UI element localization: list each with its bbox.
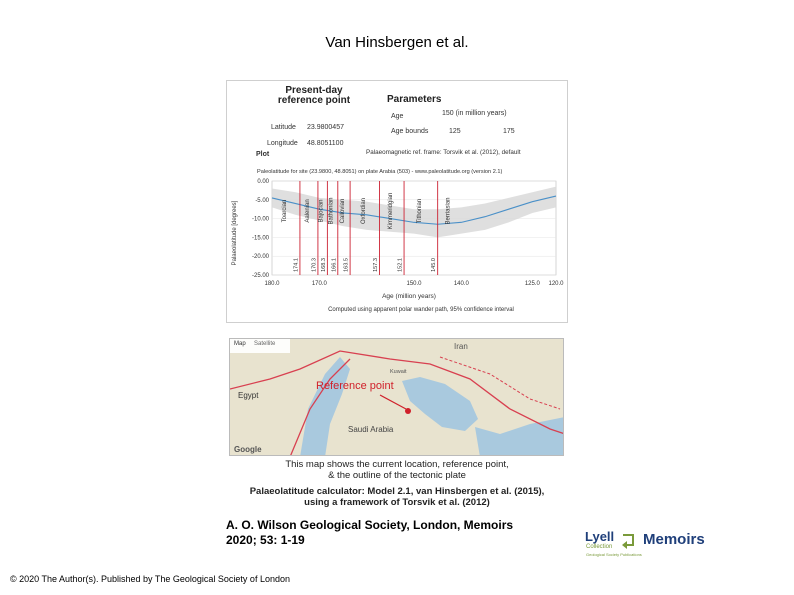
parameters-heading: Parameters (387, 94, 442, 105)
map-caption-line2: & the outline of the tectonic plate (328, 470, 466, 481)
logo-lyell: Lyell (585, 529, 615, 544)
stage-name-label: Oxfordian (360, 197, 367, 225)
map-caption (226, 459, 568, 481)
map-panel[interactable] (229, 338, 564, 456)
age-value: 150 (in million years) (442, 110, 507, 117)
longitude-label: Longitude (267, 140, 298, 147)
x-tick-label: 120.0 (548, 281, 564, 287)
y-axis-label: Palaeolatitude [degrees] (232, 200, 238, 266)
stage-boundary-label: 170.3 (311, 258, 318, 272)
x-tick-label: 125.0 (524, 281, 540, 287)
stage-boundary-label: 166.1 (331, 258, 338, 272)
logo-arrow-icon (621, 531, 641, 551)
paleolatitude-chart (226, 163, 568, 323)
stage-name-label: Tithonian (417, 198, 424, 224)
x-tick-label: 180.0 (264, 281, 280, 287)
x-tick-label: 140.0 (453, 281, 469, 287)
stage-boundary-label: 168.3 (320, 258, 327, 272)
x-axis-label: Age (million years) (382, 293, 436, 300)
latitude-value: 23.9800457 (307, 124, 344, 131)
logo-collection: Collection (586, 544, 613, 550)
map-label-iran: Iran (454, 342, 468, 351)
copyright-notice: © 2020 The Author(s). Published by The Geological Society of London (10, 574, 290, 584)
citation-line2: 2020; 53: 1-19 (226, 533, 305, 547)
stage-name-label: Berriasian (445, 197, 452, 225)
calculator-caption (226, 486, 568, 508)
y-tick-label: -20.00 (251, 254, 269, 261)
stage-boundary-label: 157.3 (372, 258, 379, 272)
stage-name-label: Callovian (339, 198, 346, 224)
stage-name-label: Bathonian (328, 197, 335, 225)
reference-point-label: Reference point (316, 380, 394, 392)
logo-memoirs: Memoirs (643, 531, 705, 548)
map-label-kuwait: Kuwait (390, 369, 407, 375)
age-label: Age (391, 113, 404, 120)
x-tick-label: 170.0 (311, 281, 327, 287)
stage-name-label: Toarcian (282, 199, 289, 223)
reference-point-heading: Present-day reference point (277, 85, 351, 106)
plot-label: Plot (256, 151, 270, 158)
stage-boundary-label: 145.0 (431, 258, 438, 272)
x-tick-label: 150.0 (406, 281, 422, 287)
google-logo: Google (234, 445, 262, 454)
map-label-saudi-arabia: Saudi Arabia (348, 425, 394, 434)
y-tick-label: -25.00 (251, 273, 269, 279)
age-bound-min: 125 (449, 128, 461, 135)
map-label-egypt: Egypt (238, 391, 259, 400)
logo-tagline: Geological Society Publications (586, 552, 642, 557)
age-bound-max: 175 (503, 128, 515, 135)
lyell-memoirs-logo (585, 527, 725, 567)
y-tick-label: -10.00 (251, 216, 269, 223)
stage-boundary-label: 174.1 (293, 258, 300, 272)
page-title: Van Hinsbergen et al. (325, 34, 469, 51)
y-tick-label: -5.00 (255, 197, 269, 204)
map-caption-line1: This map shows the current location, reference point, (285, 459, 509, 470)
stage-name-label: Kimmeridgian (387, 192, 394, 230)
calculator-caption-line2: using a framework of Torsvik et al. (2012) (304, 497, 490, 508)
calculator-caption-line1: Palaeolatitude calculator: Model 2.1, van Hinsbergen et al. (2015), (249, 486, 545, 497)
citation (226, 518, 513, 548)
ref-frame-text: Palaeomagnetic ref. frame: Torsvik et al. (2012), default (366, 149, 521, 156)
y-tick-label: 0.00 (257, 179, 269, 185)
age-bounds-label: Age bounds (391, 128, 429, 135)
latitude-label: Latitude (271, 124, 296, 131)
map-tab[interactable]: Map (234, 341, 246, 347)
stage-name-label: Aalenian (304, 199, 311, 223)
stage-name-label: Bajocian (318, 199, 325, 223)
satellite-tab[interactable]: Satellite (254, 341, 276, 347)
stage-boundary-label: 152.1 (397, 258, 404, 272)
stage-boundary-label: 163.5 (343, 258, 350, 272)
chart-footnote: Computed using apparent polar wander path, 95% confidence interval (328, 307, 514, 313)
y-tick-label: -15.00 (251, 235, 269, 242)
chart-title: Paleolatitude for site (23.9800, 48.8051) on plate Arabia (503) - www.paleolatitude.org (version 2.1) (257, 169, 503, 175)
citation-line1: A. O. Wilson Geological Society, London, Memoirs (226, 518, 514, 532)
longitude-value: 48.8051100 (307, 140, 344, 147)
